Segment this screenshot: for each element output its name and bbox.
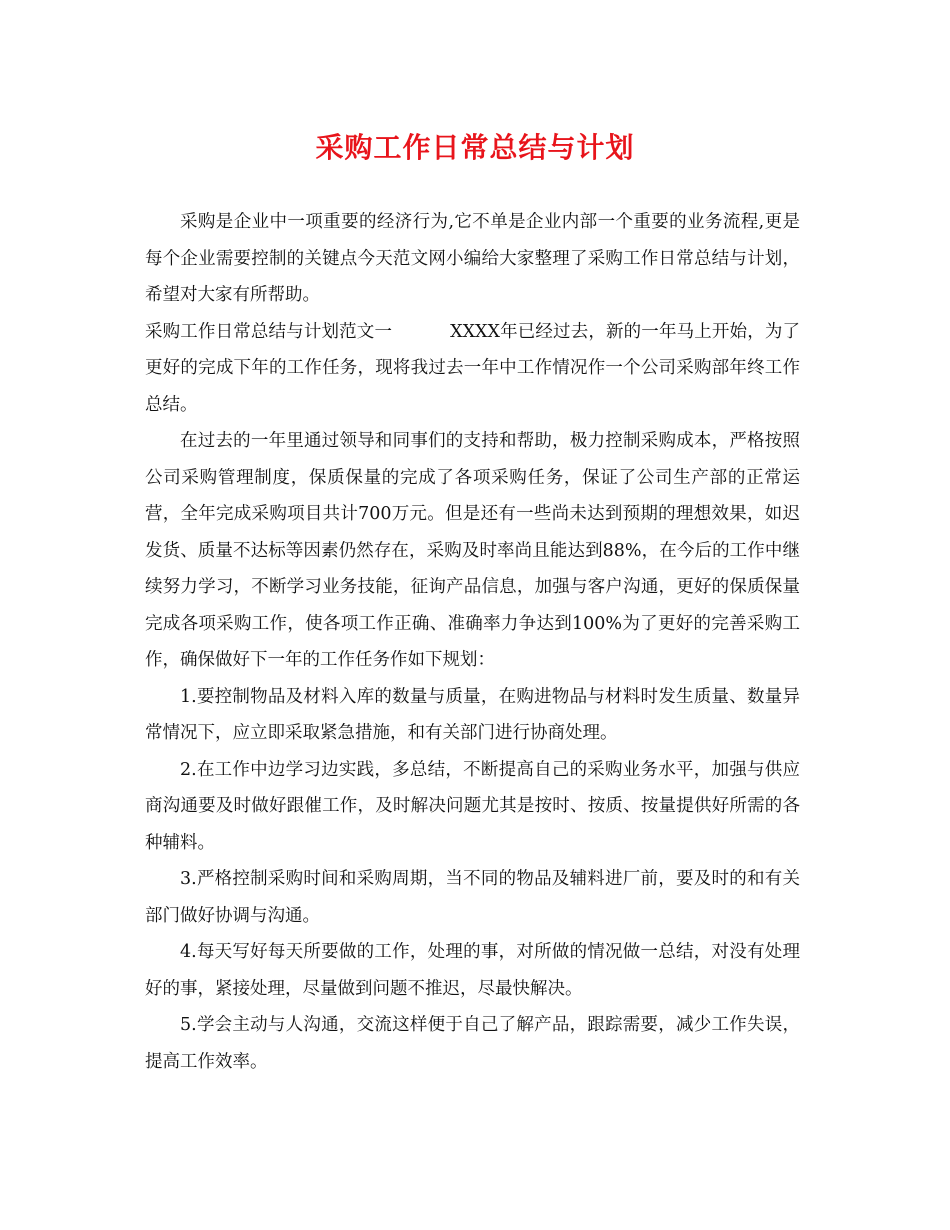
sample-paragraph	[145, 314, 800, 424]
sample-opening: XXXX年已经过去，新的一年马上开始，为了更好的完成下年的工作任务，现将我过去一年中工作情况作一个公司采购部年终工作总结。	[145, 321, 800, 415]
document-body	[145, 204, 800, 1080]
plan-item-1: 1.要控制物品及材料入库的数量与质量，在购进物品与材料时发生质量、数量异常情况下，应立即采取紧急措施，和有关部门进行协商处理。	[145, 686, 800, 743]
plan-item-5: 5.学会主动与人沟通，交流这样便于自己了解产品，跟踪需要，减少工作失误，提高工作效率。	[145, 1015, 800, 1072]
summary-paragraph: 在过去的一年里通过领导和同事们的支持和帮助，极力控制采购成本，严格按照公司采购管理制度，保质保量的完成了各项采购任务，保证了公司生产部的正常运营，全年完成采购项目共计700万元。但是还有一些尚未达到预期的理想效果，如迟发货、质量不达标等因素仍然存在，采购及时率尚且能达到88%，在今后的工作中继续努力学习，不断学习业务技能，征询产品信息，加强与客户沟通，更好的保质保量完成各项采购工作，使各项工作正确、准确率力争达到100%为了更好的完善采购工作，确保做好下一年的工作任务作如下规划：	[145, 431, 800, 670]
sample-heading: 采购工作日常总结与计划范文一	[145, 321, 393, 342]
plan-item-3: 3.严格控制采购时间和采购周期，当不同的物品及辅料进厂前，要及时的和有关部门做好协调与沟通。	[145, 869, 800, 926]
document-title: 采购工作日常总结与计划	[315, 131, 635, 164]
intro-paragraph: 采购是企业中一项重要的经济行为,它不单是企业内部一个重要的业务流程,更是每个企业需要控制的关键点今天范文网小编给大家整理了采购工作日常总结与计划，希望对大家有所帮助。	[145, 212, 800, 305]
plan-item-2: 2.在工作中边学习边实践，多总结，不断提高自己的采购业务水平，加强与供应商沟通要及时做好跟催工作，及时解决问题尤其是按时、按质、按量提供好所需的各种辅料。	[145, 759, 800, 853]
plan-item-4: 4.每天写好每天所要做的工作，处理的事，对所做的情况做一总结，对没有处理好的事，紧接处理，尽量做到问题不推迟，尽最快解决。	[145, 942, 800, 999]
